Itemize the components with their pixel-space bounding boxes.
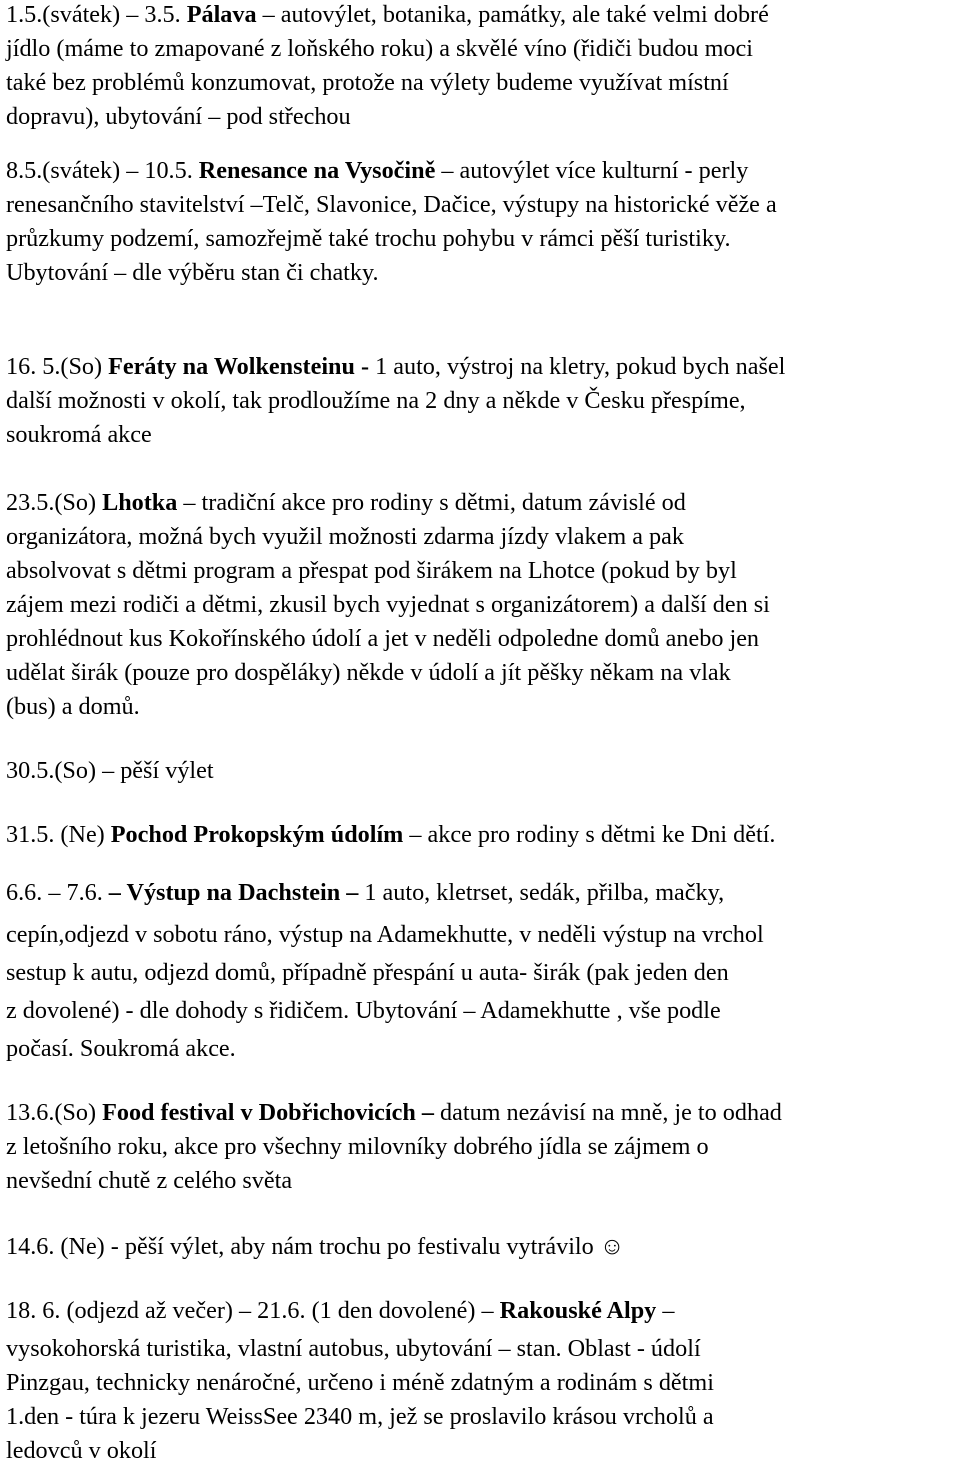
text-line	[6, 190, 777, 220]
event-title: – Výstup na Dachstein –	[108, 879, 359, 906]
text-line	[6, 156, 748, 186]
event-title: Pálava	[186, 1, 257, 28]
text-line	[6, 756, 214, 786]
text-segment: Ubytování – dle výběru stan či chatky.	[6, 259, 379, 286]
text-segment: 8.5.(svátek) – 10.5.	[6, 157, 199, 184]
text-segment: nevšední chutě z celého světa	[6, 1167, 293, 1194]
text-line	[6, 68, 729, 98]
text-segment: vysokohorská turistika, vlastní autobus, ubytování – stan. Oblast - údolí	[6, 1335, 701, 1362]
text-segment: 16. 5.(So)	[6, 353, 109, 380]
text-segment: 14.6. (Ne) - pěší výlet, aby nám trochu po festivalu vytrávilo ☺	[6, 1233, 625, 1260]
text-segment: soukromá akce	[6, 421, 152, 448]
text-segment: 13.6.(So)	[6, 1099, 103, 1126]
text-line	[6, 590, 770, 620]
text-line	[6, 0, 769, 30]
text-line	[6, 1296, 674, 1326]
text-segment: –	[656, 1297, 675, 1324]
text-line	[6, 996, 721, 1026]
text-segment: také bez problémů konzumovat, protože na výlety budeme využívat místní	[6, 69, 729, 96]
text-line	[6, 488, 686, 518]
text-segment: 1 auto, výstroj na kletry, pokud bych našel	[369, 353, 786, 380]
text-segment: 1.5.(svátek) – 3.5.	[6, 1, 187, 28]
text-segment: další možnosti v okolí, tak prodloužíme na 2 dny a někde v Česku přespíme,	[6, 387, 746, 414]
text-segment: počasí. Soukromá akce.	[6, 1035, 236, 1062]
text-segment: – tradiční akce pro rodiny s dětmi, datum závislé od	[177, 489, 686, 516]
text-line	[6, 34, 753, 64]
text-segment: 1.den - túra k jezeru WeissSee 2340 m, jež se proslavilo krásou vrcholů a	[6, 1403, 714, 1430]
event-title: Rakouské Alpy	[499, 1297, 657, 1324]
text-segment: datum nezávisí na mně, je to odhad	[433, 1099, 782, 1126]
text-segment: – akce pro rodiny s dětmi ke Dni dětí.	[403, 821, 776, 848]
text-segment: udělat širák (pouze pro dospěláky) někde v údolí a jít pěšky někam na vlak	[6, 659, 731, 686]
text-line	[6, 224, 731, 254]
text-line	[6, 920, 764, 950]
text-line	[6, 658, 731, 688]
text-segment: 1 auto, kletrset, sedák, přilba, mačky,	[358, 879, 725, 906]
text-line	[6, 1166, 292, 1196]
text-line	[6, 1034, 236, 1064]
text-segment: 18. 6. (odjezd až večer) – 21.6. (1 den dovolené) –	[6, 1297, 500, 1324]
text-segment: absolvovat s dětmi program a přespat pod širákem na Lhotce (pokud by byl	[6, 557, 737, 584]
text-line	[6, 1436, 156, 1466]
text-segment: jídlo (máme to zmapované z loňského roku) a skvělé víno (řidiči budou moci	[6, 35, 753, 62]
text-segment: ledovců v okolí	[6, 1437, 157, 1464]
text-segment: cepín,odjezd v sobotu ráno, výstup na Adamekhutte, v neděli výstup na vrchol	[6, 921, 764, 948]
text-segment: sestup k autu, odjezd domů, případně přespání u auta- širák (pak jeden den	[6, 959, 729, 986]
text-segment: (bus) a domů.	[6, 693, 140, 720]
text-line	[6, 1132, 709, 1162]
event-title: Pochod Prokopským údolím	[110, 821, 404, 848]
text-line	[6, 258, 379, 288]
text-segment: renesančního stavitelství –Telč, Slavonice, Dačice, výstupy na historické věže a	[6, 191, 777, 218]
text-line	[6, 1368, 714, 1398]
text-segment: 23.5.(So)	[6, 489, 103, 516]
text-segment: prohlédnout kus Kokořínského údolí a jet v neděli odpoledne domů anebo jen	[6, 625, 760, 652]
text-segment: Pinzgau, technicky nenáročné, určeno i méně zdatným a rodinám s dětmi	[6, 1369, 714, 1396]
text-line	[6, 878, 724, 908]
text-line	[6, 522, 684, 552]
text-line	[6, 1098, 782, 1128]
text-line	[6, 1334, 701, 1364]
text-line	[6, 102, 351, 132]
text-line	[6, 352, 785, 382]
text-segment: průzkumy podzemí, samozřejmě také trochu pohybu v rámci pěší turistiky.	[6, 225, 731, 252]
text-segment: 30.5.(So) – pěší výlet	[6, 757, 214, 784]
text-segment: z dovolené) - dle dohody s řidičem. Ubytování – Adamekhutte , vše podle	[6, 997, 721, 1024]
text-line	[6, 420, 152, 450]
text-segment: organizátora, možná bych využil možnosti zdarma jízdy vlakem a pak	[6, 523, 684, 550]
text-line	[6, 692, 140, 722]
text-line	[6, 820, 775, 850]
text-line	[6, 624, 759, 654]
text-line	[6, 386, 746, 416]
text-line	[6, 1402, 714, 1432]
text-line	[6, 556, 737, 586]
text-segment: zájem mezi rodiči a dětmi, zkusil bych vyjednat s organizátorem) a další den si	[6, 591, 770, 618]
text-segment: 31.5. (Ne)	[6, 821, 111, 848]
event-title: Feráty na Wolkensteinu -	[108, 353, 370, 380]
text-segment: 6.6. – 7.6.	[6, 879, 109, 906]
event-title: Food festival v Dobřichovicích –	[102, 1099, 434, 1126]
event-title: Renesance na Vysočině	[198, 157, 436, 184]
text-segment: – autovýlet více kulturní - perly	[435, 157, 749, 184]
text-segment: dopravu), ubytování – pod střechou	[6, 103, 351, 130]
text-segment: z letošního roku, akce pro všechny milovníky dobrého jídla se zájmem o	[6, 1133, 709, 1160]
text-line	[6, 1232, 624, 1262]
text-segment: – autovýlet, botanika, památky, ale také velmi dobré	[256, 1, 769, 28]
text-line	[6, 958, 729, 988]
event-title: Lhotka	[102, 489, 178, 516]
